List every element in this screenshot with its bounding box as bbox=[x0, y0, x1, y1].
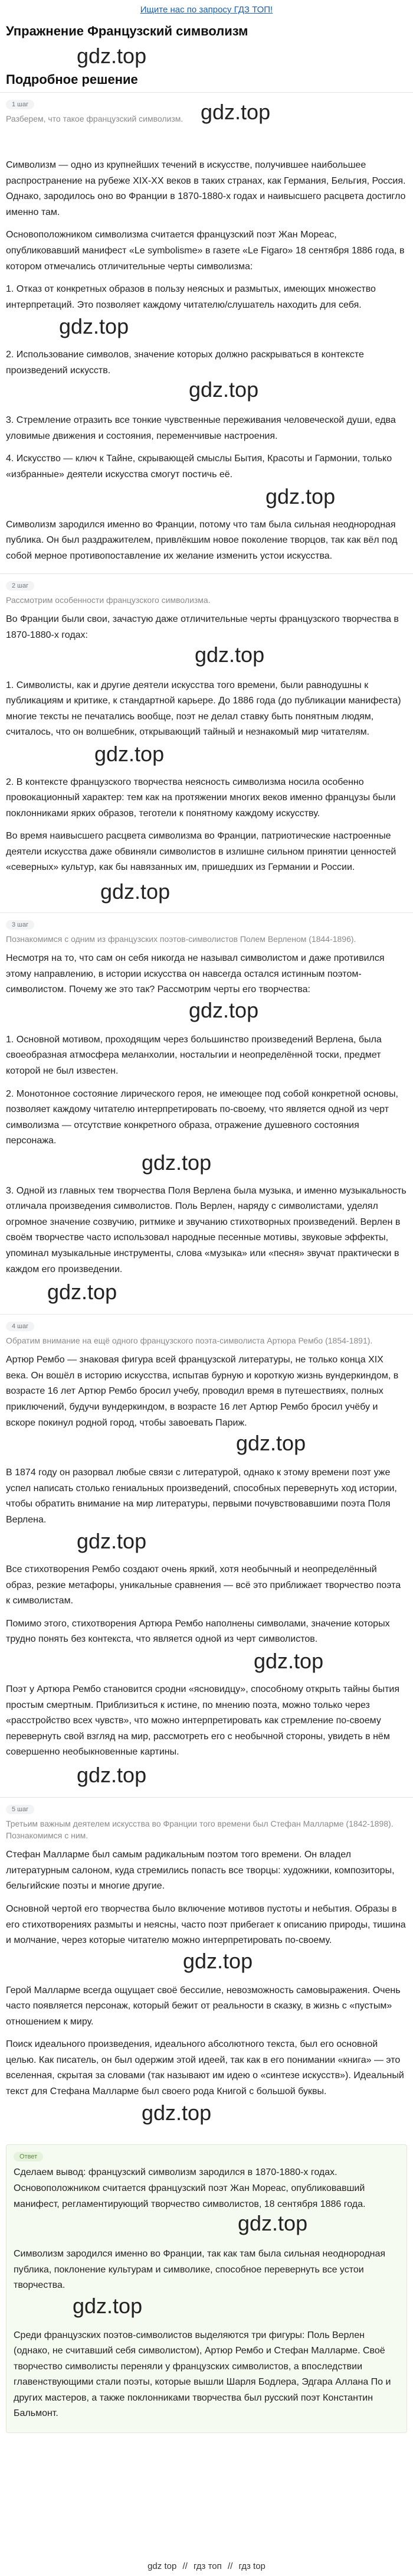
watermark: gdz.top bbox=[142, 1150, 212, 1175]
step-1 bbox=[0, 92, 413, 573]
step-badge: 3 шаг bbox=[6, 920, 34, 930]
watermark: gdz.top bbox=[47, 1280, 117, 1305]
step-description: Третьим важным деятелем искусства во Франции того времени был Стефан Малларме (1842-1898). Познакомимся с ним. bbox=[6, 1818, 394, 1841]
paragraph: Во время наивысшего расцвета символизма во Франции, патриотические настроенные деятели искусства даже обвиняли символистов в излишне сильном принятии ценностей «северных» культур, как бы навязанных им, пришедших из Германии и России. bbox=[6, 831, 396, 873]
paragraph: Символизм зародился именно во Франции, так как там была сильная неоднородная публика, поклонение культурам и символике, способное перевернуть все устои творчества. bbox=[14, 2249, 386, 2291]
paragraph: В 1874 году он разорвал любые связи с литературой, однако к этому времени поэт уже успел написать столько гениальных произведений, способных перевернуть ход истории, чтобы обратить внимание на мир литературы, первыми почувствовавшими поэта Поля Верлена. bbox=[6, 1468, 397, 1525]
page-header bbox=[0, 24, 413, 87]
paragraph: Несмотря на то, что сам он себя никогда не называл символистом и даже противился этому направлению, в истории искусства он навсегда остался истинным поэтом-символистом. Почему же это так? Рассмотрим черты его творчества: bbox=[6, 953, 385, 995]
paragraph: Во Франции были свои, зачастую даже отличительные черты французского творчества в 1870-1880-х годах: bbox=[6, 614, 399, 640]
page-title: Упражнение Французский символизм bbox=[6, 24, 248, 38]
paragraph: Стефан Малларме был самым радикальным поэтом того времени. Он владел литературным салоном, куда стремились попасть все творцы: художники, композиторы, бельгийские поэты и многие другие. bbox=[6, 1850, 395, 1892]
step-description: Разберем, что такое французский символизм. bbox=[6, 114, 183, 123]
step-badge: 2 шаг bbox=[6, 581, 34, 591]
watermark: gdz.top bbox=[77, 1762, 147, 1787]
paragraph: Все стихотворения Рембо создают очень яркий, хотя необычный и неопределённый образ, резкие метафоры, уникальные сравнения — всё это приближает творчество поэта к символистам. bbox=[6, 1564, 401, 1606]
footer-separator: // bbox=[227, 2561, 233, 2571]
watermark: gdz.top bbox=[77, 44, 147, 68]
answer-badge: Ответ bbox=[14, 2152, 43, 2161]
answer-block bbox=[6, 2144, 407, 2433]
step-badge: 4 шаг bbox=[6, 1322, 34, 1331]
watermark: gdz.top bbox=[189, 997, 259, 1022]
solution-title: Подробное решение bbox=[6, 72, 138, 87]
paragraph: 1. Отказ от конкретных образов в пользу неясных и размытых, имеющих множество интерпретаций. Это позволяет каждому читателю/слушатель находить для себя. bbox=[6, 284, 376, 310]
paragraph: Поиск идеального произведения, идеального абсолютного текста, был его основной целью. Как писатель, он был одержим этой идеей, так как в его понимании «книга» — это вселенная, скрытая за словами (так называют им идею о «синтезе искусств»). Идеальный текст для Стефана Малларме был своего рода Книгой с большой буквы. bbox=[6, 2039, 404, 2096]
footer-link[interactable]: гдз top bbox=[238, 2561, 266, 2571]
watermark: gdz.top bbox=[236, 1431, 306, 1456]
footer-link[interactable]: гдз топ bbox=[194, 2561, 222, 2571]
step-5 bbox=[0, 1797, 413, 2137]
paragraph: 1. Символисты, как и другие деятели искусства того времени, были равнодушны к публикациям и критике, к стандартной карьере. До 1886 года (до публикации манифеста) многие тексты не печатались вообще, поэт не делал ставку быть понятным людям, считалось, что он волшебник, открывающий тайный и незнакомый мир читателям. bbox=[6, 680, 401, 738]
watermark: gdz.top bbox=[189, 377, 259, 402]
footer-separator: // bbox=[182, 2561, 188, 2571]
paragraph: Основоположником символизма считается французский поэт Жан Мореас, опубликовавший манифест «Le symbolisme» в газете «Le Figaro» 18 сентября 1886 года, в котором отмечались отличительные черты символизма: bbox=[6, 230, 405, 272]
footer-link[interactable]: gdz top bbox=[148, 2561, 177, 2571]
watermark: gdz.top bbox=[238, 2211, 308, 2236]
watermark: gdz.top bbox=[77, 1529, 147, 1554]
paragraph: 2. Использование символов, значение которых должно раскрываться в контексте произведений искусств. bbox=[6, 350, 364, 376]
step-2 bbox=[0, 573, 413, 912]
step-3 bbox=[0, 912, 413, 1314]
watermark: gdz.top bbox=[201, 100, 271, 125]
step-description: Обратим внимание на ещё одного французского поэта-символиста Артюра Рембо (1854-1891). bbox=[6, 1336, 373, 1346]
paragraph: Символизм зародился именно во Франции, потому что там была сильная неоднородная публика. Он был раздражителем, привлёкшим новое поколение творцов, так как вёл под собой мерное противопоставление их желание изменить устои искусства. bbox=[6, 519, 398, 561]
watermark: gdz.top bbox=[195, 642, 265, 667]
paragraph: Символизм — одно из крупнейших течений в искусстве, получившее наибольшее распространение на рубеже XIX-XX веков в таких странах, как Германия, Бельгия, Россия. Однако, зародилось оно во Франции в 1870-1880-х годах и наивысшего расцвета достигло именно там. bbox=[6, 160, 406, 217]
paragraph: 2. В контексте французского творчества неясность символизма носила особенно провокационный характер: тем как на протяжении многих веков именно французы были поклонниками ярких образов, теготели к понятному каждому искусству. bbox=[6, 777, 396, 819]
watermark: gdz.top bbox=[142, 2101, 212, 2125]
paragraph: Артюр Рембо — знаковая фигура всей французской литературы, не только конца XIX века. Он вошёл в историю искусства, испытав бурную и короткую жизнь вундеркиндом, в возрасте 16 лет Артюр Рембо бросил учебу, проводил время в путешествиях, полных приключений, будучи вундеркиндом, в возрасте 16 лет Артюр Рембо бросил учёбу и вскоре покинул родной город, чтобы завоевать Париж. bbox=[6, 1355, 399, 1428]
top-banner bbox=[0, 0, 413, 18]
paragraph: 1. Основной мотивом, проходящим через большинство произведений Верлена, была своеобразная атмосфера меланхолии, ностальгии и неопределённой тоски, предмет которой не был известен. bbox=[6, 1034, 382, 1077]
top-search-link[interactable]: Ищите нас по запросу ГДЗ ТОП! bbox=[140, 5, 273, 15]
paragraph: 4. Искусство — ключ к Тайне, скрывающей смыслы Бытия, Красоты и Гармонии, только «избранные» деятели искусства смогут постичь её. bbox=[6, 454, 392, 480]
step-description: Познакомимся с одним из французских поэтов-символистов Полем Верленом (1844-1896). bbox=[6, 934, 356, 944]
paragraph: Помимо этого, стихотворения Артюра Рембо наполнены символами, значение которых трудно понять без контекста, что является одной из черт символистов. bbox=[6, 1618, 390, 1645]
watermark: gdz.top bbox=[183, 1948, 253, 1973]
watermark: gdz.top bbox=[73, 2293, 143, 2318]
paragraph: Среди французских поэтов-символистов выделяются три фигуры: Поль Верлен (однако, не считавший себя символистом), Артюр Рембо и Стефан Малларме. Своё творчество символисты переняли у французских символистов, а впоследствии главенствующими стали поэты, которые вышли Шарля Бодлера, Эдгара Аллана По и других мастеров, а также поклонниками творчества был русский поэт Константин Бальмонт. bbox=[14, 2330, 391, 2419]
step-description: Рассмотрим особенности французского символизма. bbox=[6, 595, 211, 605]
step-4 bbox=[0, 1314, 413, 1797]
watermark: gdz.top bbox=[59, 314, 129, 339]
watermark: gdz.top bbox=[100, 879, 171, 904]
watermark: gdz.top bbox=[266, 484, 336, 508]
paragraph: Сделаем вывод: французский символизм зародился в 1870-1880-х годах. Основоположником считается французский поэт Жан Мореас, опубликовавший манифест, регламентирующий творчество символистов, 18 сентября 1886 года. bbox=[14, 2167, 366, 2209]
step-badge: 5 шаг bbox=[6, 1805, 34, 1814]
footer bbox=[0, 2561, 413, 2571]
watermark: gdz.top bbox=[254, 1649, 324, 1673]
paragraph: Герой Малларме всегда ощущает своё бессилие, невозможность самовыражения. Очень часто появляется персонаж, который бежит от реальности в сказку, в жизнь с «пустым» отношением к миру. bbox=[6, 1985, 401, 2027]
paragraph: 2. Монотонное состояние лирического героя, не имеющее под собой конкретной основы, позволяет каждому читателю интерпретировать по-своему, что является одной из черт символизма — отсутствие конкретного образа, отражение душевного состояния персонажа. bbox=[6, 1088, 398, 1146]
paragraph: 3. Одной из главных тем творчества Поля Верлена была музыка, и именно музыкальность отличала произведения символистов. Поль Верлен, наряду с символистами, уделял огромное значение созвучию, ритмике и звучанию стихотворных произведений. Верлен в своём творчестве часто использовал народные песенные мотивы, звуковые эффекты, упоминал музыкальные инструменты, слова «музыка» или «песня» звучат практически в каждом его произведении. bbox=[6, 1185, 407, 1274]
watermark: gdz.top bbox=[94, 741, 165, 766]
paragraph: Основной чертой его творчества было включение мотивов пустоты и небытия. Образы в его стихотворениях размыты и неясны, часто поэт прибегает к описанию природы, тишина и молчание, через которые читателю можно интерпретировать по-своему. bbox=[6, 1903, 406, 1946]
step-badge: 1 шаг bbox=[6, 100, 34, 109]
paragraph: 3. Стремление отразить все тонкие чувственные переживания человеческой души, едва уловимые движения и состояния, переменчивые настроения. bbox=[6, 415, 396, 441]
paragraph: Поэт у Артюра Рембо становится сродни «ясновидцу», способному открыть тайны бытия простым смертным. Приблизиться к истине, по мнению поэта, можно только через «расстройство всех чувств», что можно интерпретировать как стремление по-своему перевернуть свой взгляд на мир, рассмотреть его с необычной стороны, увидеть в нём совершенно необыкновенные картины. bbox=[6, 1684, 399, 1757]
